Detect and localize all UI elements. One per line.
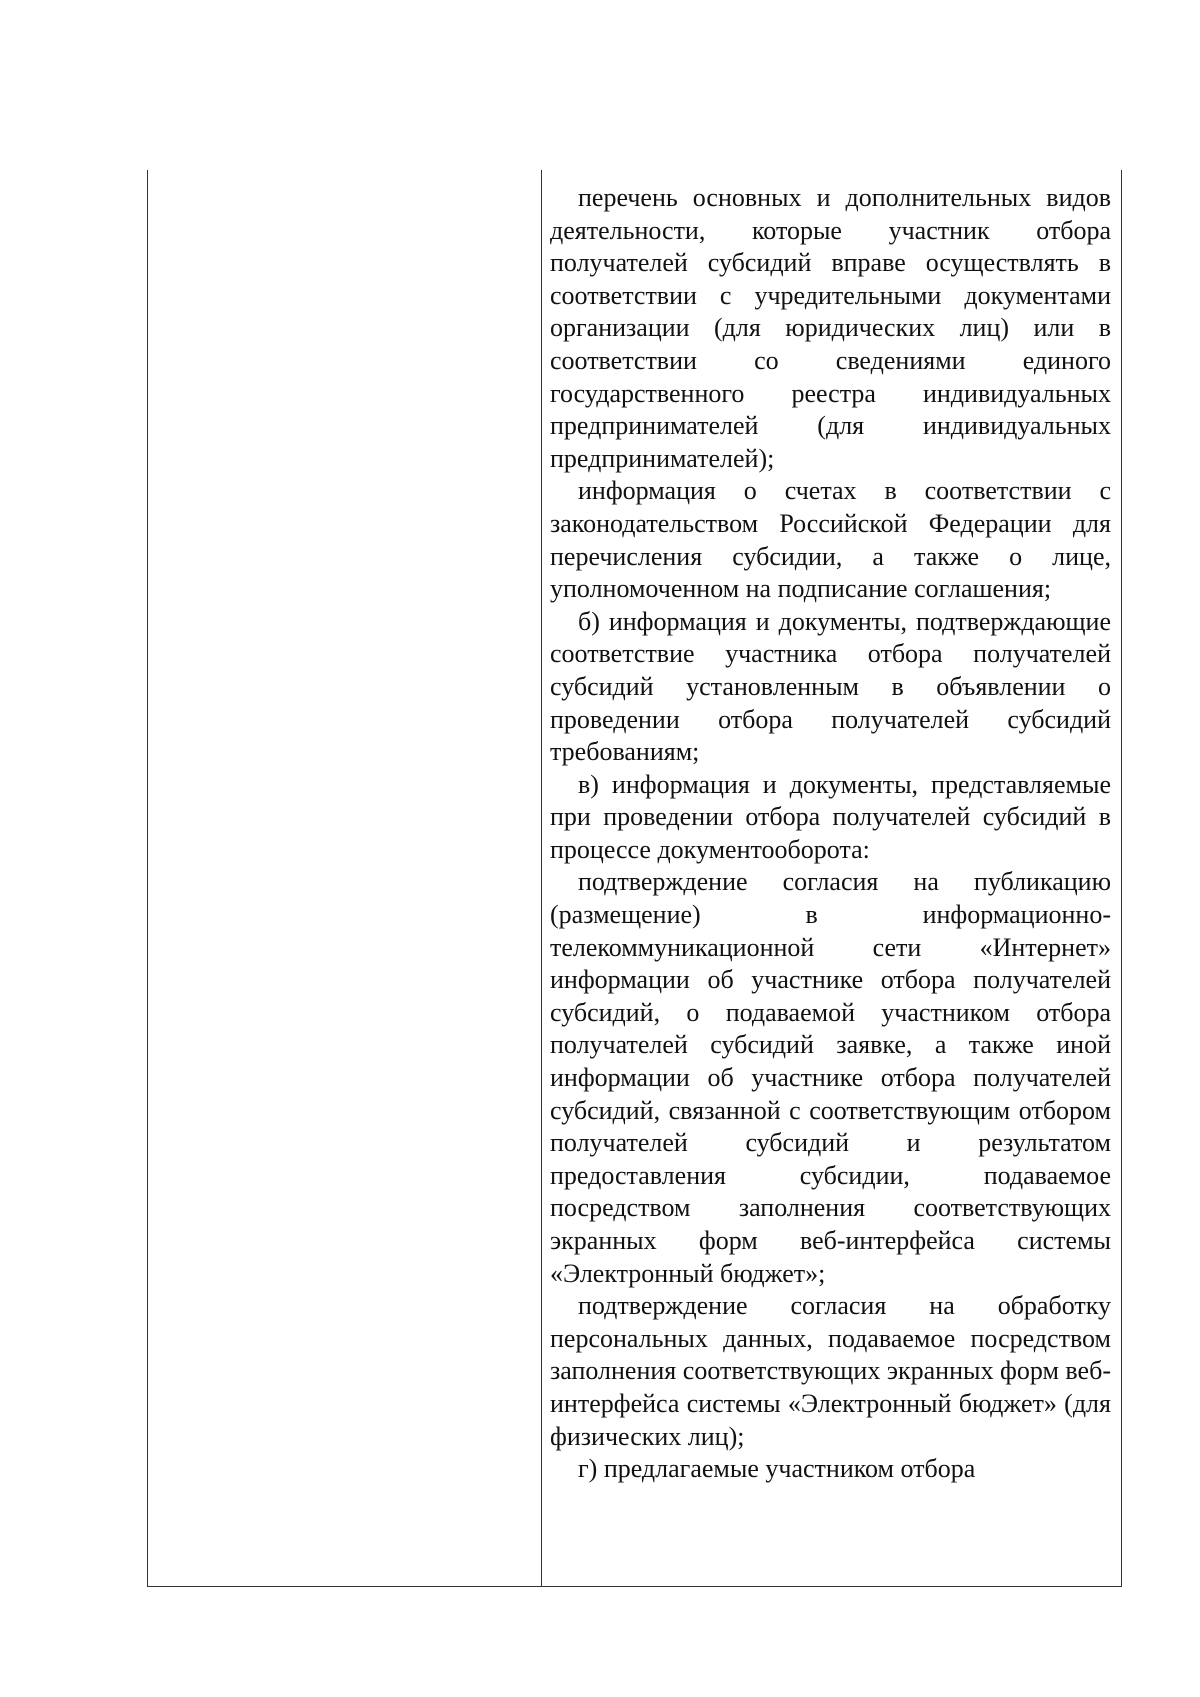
paragraph-item-g: г) предлагаемые участником отбора — [578, 1454, 976, 1484]
paragraph-personal-data-consent: подтверждение согласия на обработку персональных данных, подаваемое посредством заполнения соответствующих экранных форм веб-интерфейса системы «Электронный бюджет» (для физических лиц); — [550, 1291, 1111, 1451]
table-cell-right — [542, 170, 1122, 1586]
paragraph-item-b: б) информация и документы, подтверждающие соответствие участника отбора получателей субсидий установленным в объявлении о проведении отбора получателей субсидий требованиям; — [550, 606, 1111, 767]
document-table — [147, 170, 1122, 1587]
table-cell-left — [147, 170, 542, 1586]
paragraph-item-v: в) информация и документы, представляемые при проведении отбора получателей субсидий в процессе документооборота: — [550, 769, 1111, 864]
paragraph-activities-list: перечень основных и дополнительных видов деятельности, которые участник отбора получателей субсидий вправе осуществлять в соответствии с учредительными документами организации (для юридических лиц) или в соответствии со сведениями единого государственного реестра индивидуальных предпринимателей (для индивидуальных предпринимателей); — [550, 183, 1111, 473]
paragraph-bank-accounts: информация о счетах в соответствии с законодательством Российской Федерации для перечисления субсидии, а также о лице, уполномоченном на подписание соглашения; — [550, 476, 1111, 604]
paragraph-publication-consent: подтверждение согласия на публикацию (размещение) в информационно-телекоммуникационной сети «Интернет» информации об участнике отбора получателей субсидий, о подаваемой участником отбора получателей субсидий заявке, а также иной информации об участнике отбора получателей субсидий, связанной с соответствующим отбором получателей субсидий и результатом предоставления субсидии, подаваемое посредством заполнения соответствующих экранных форм веб-интерфейса системы «Электронный бюджет»; — [550, 867, 1111, 1288]
